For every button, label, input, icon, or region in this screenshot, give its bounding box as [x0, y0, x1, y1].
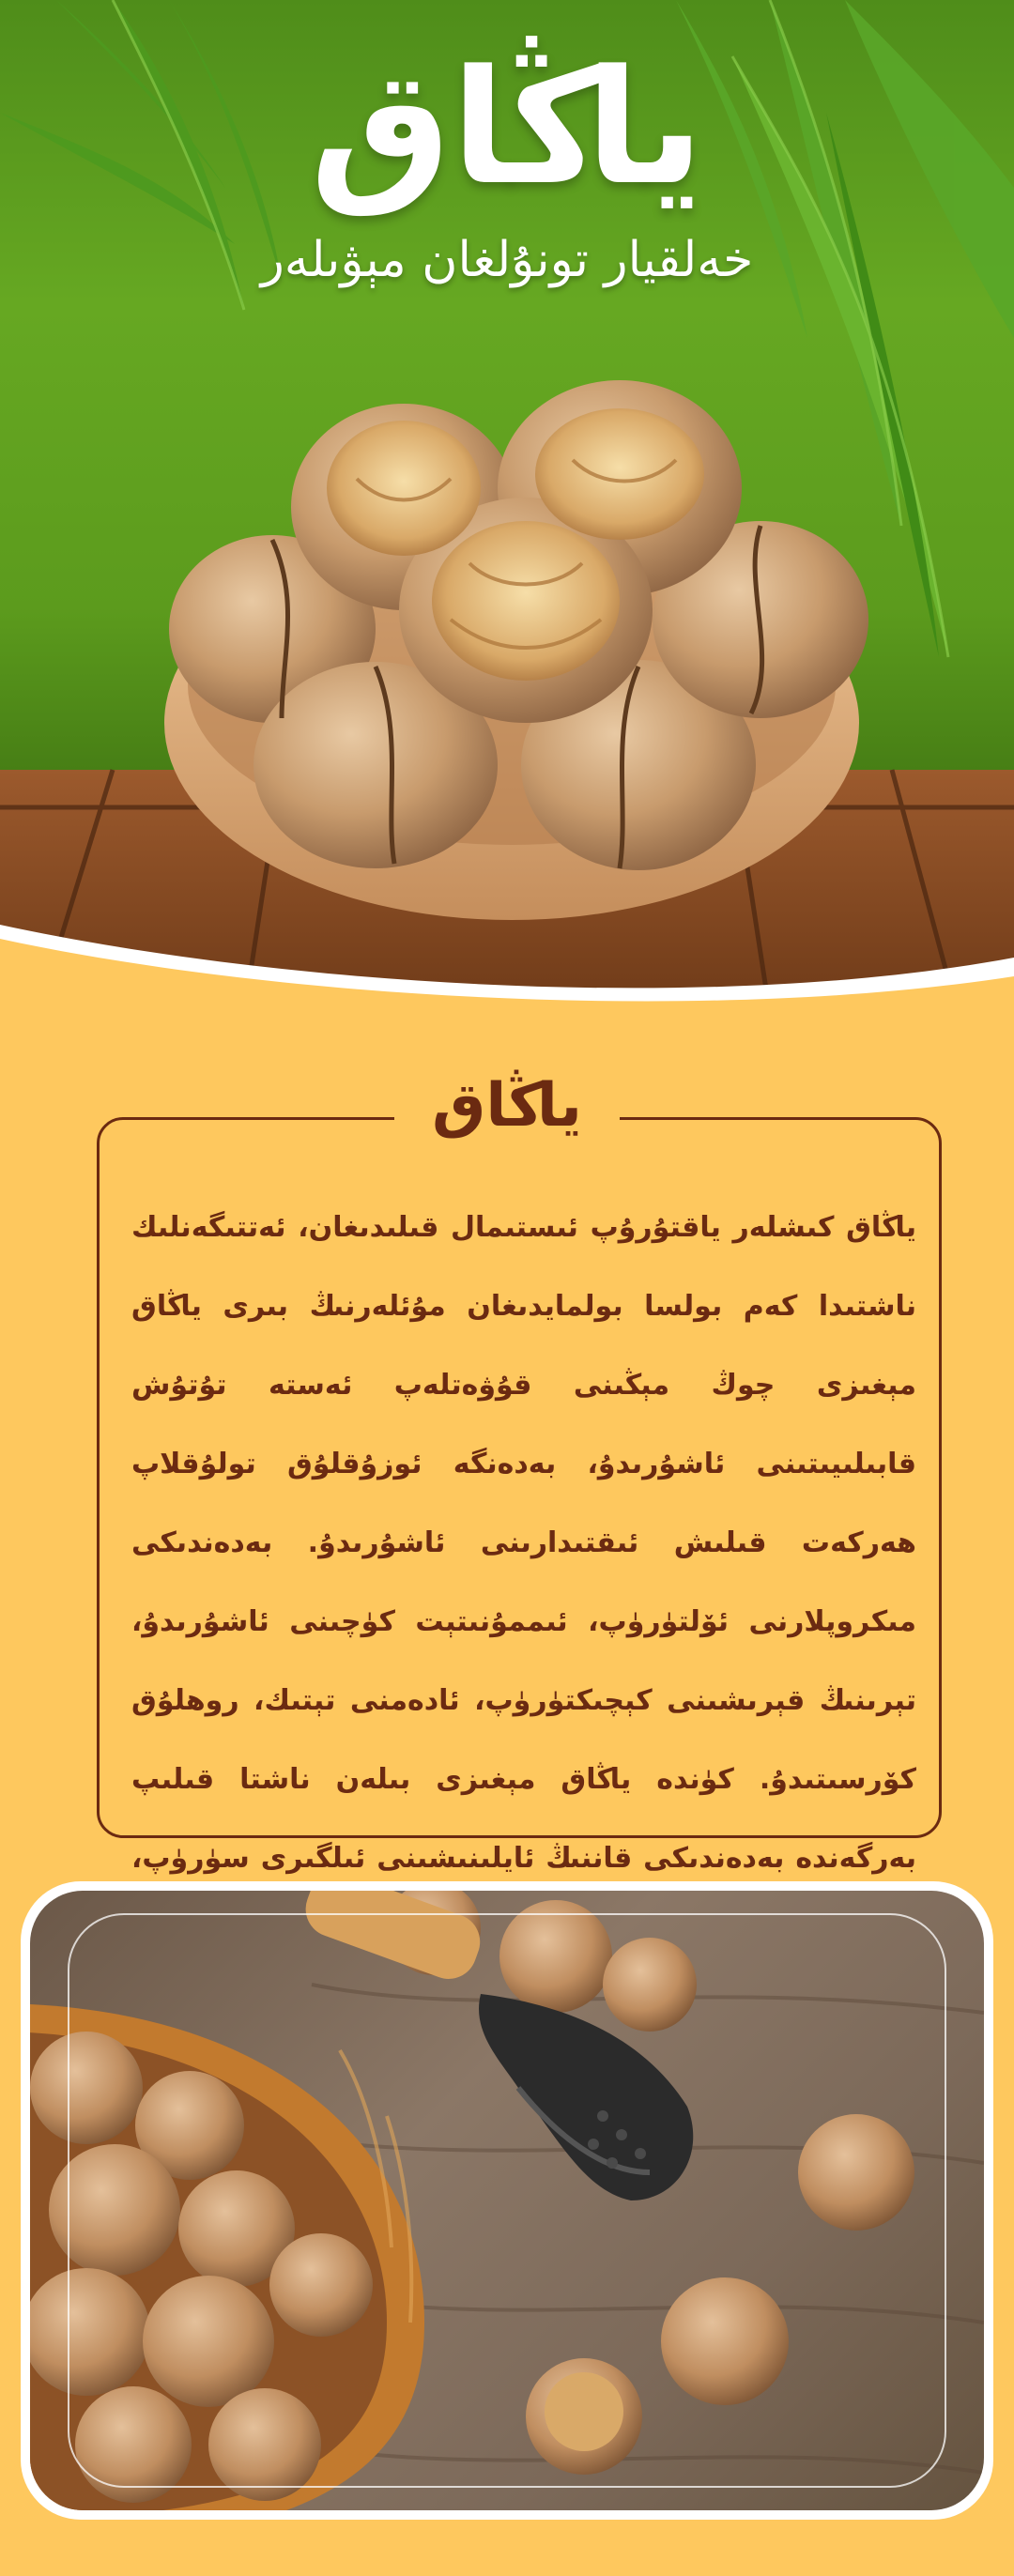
hero-subtitle: خەلقيار تونۇلغان مېۋىلەر — [260, 232, 754, 288]
photo-frame — [21, 1881, 993, 2520]
hero-title: ياڭاق — [310, 36, 704, 220]
walnut-basket-illustration — [30, 1891, 984, 2510]
info-body-text: ياڭاق كىشلەر ياقتۇرۇپ ئىستىمال قىلىدىغان، ئەتتىگەنلىك ناشتىدا كەم بولسا بولمايدىغان مۇئلەرنىڭ بىرى ياڭاق مېغىزى چوڭ مېڭىنى قۇۋەتلەپ ئەستە تۇتۇش قابىلىيىتىنى ئاشۇرىدۇ، بەدەنگە ئوزۇقلۇق تولۇقلاپ ھەركەت قىلىش ئىقتىدارىنى ئاشۇرىدۇ. بەدەندىكى مىكروپلارنى ئۆلتۈرۈپ، ئىممۇنىتېت كۈچىنى ئاشۇرىدۇ، تېرىنىڭ قېرىشىنى كېچىكتۈرۈپ، ئادەمنى تېتىك، روھلۇق كۆرسىتىدۇ. كۈندە ياڭاق مېغىزى بىلەن ناشتا قىلىپ بەرگەندە بەدەندىكى قاننىڭ ئايلىنىشىنى ئىلگىرى سۈرۈپ، — [131, 1211, 916, 1875]
walnut-basket-photo — [30, 1891, 984, 2510]
info-heading: ياڭاق — [432, 1071, 582, 1141]
hero-banner — [0, 0, 1014, 1014]
